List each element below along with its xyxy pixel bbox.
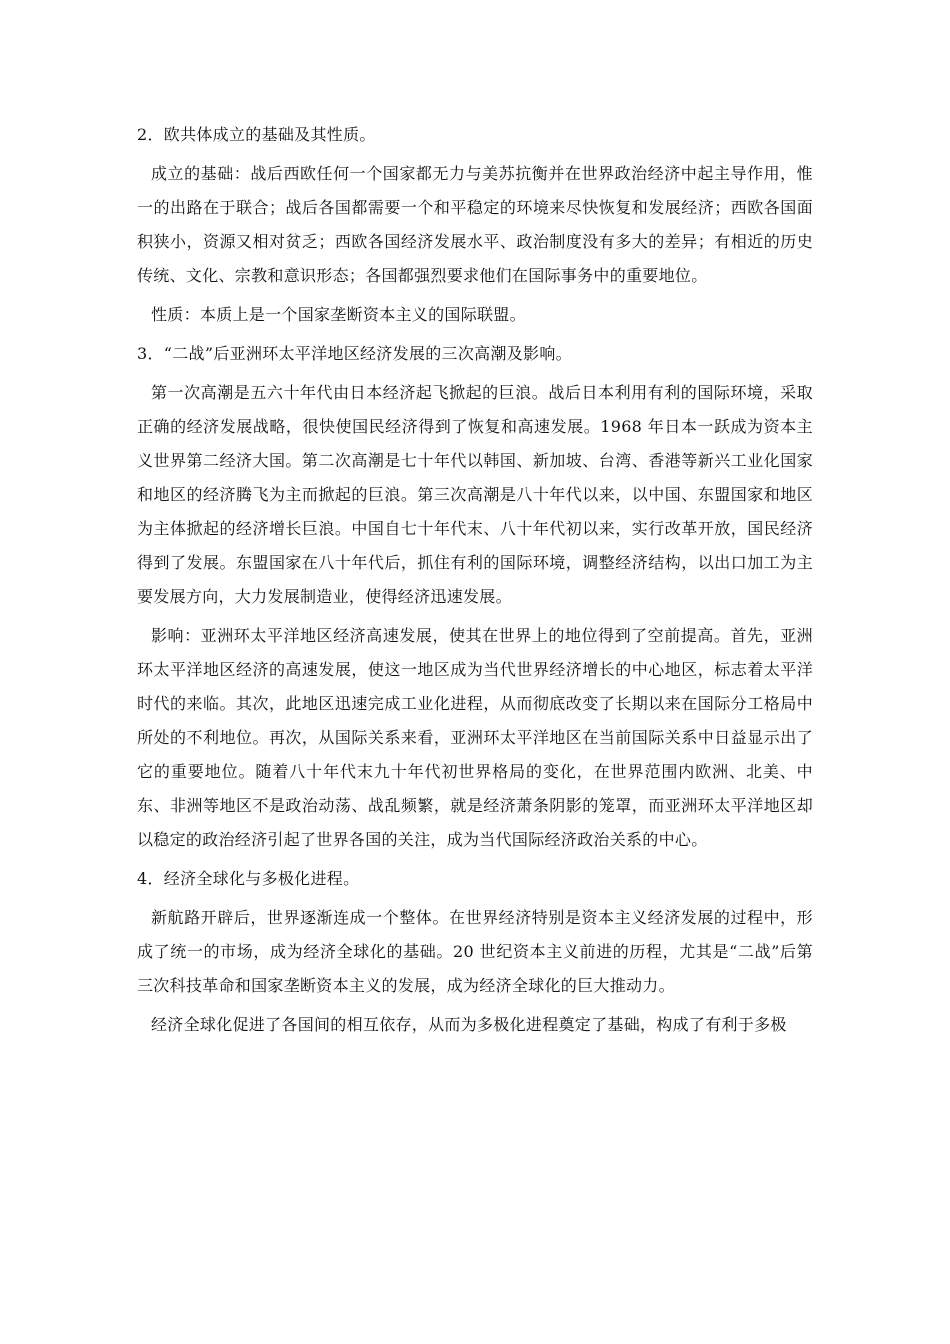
section-heading-asia-pacific: 3．“二战”后亚洲环太平洋地区经济发展的三次高潮及影响。	[137, 344, 572, 363]
document-body	[137, 118, 813, 1047]
paragraph-interdependence: 经济全球化促进了各国间的相互依存，从而为多极化进程奠定了基础，构成了有利于多极	[151, 1015, 787, 1034]
section-heading-globalization: 4．经济全球化与多极化进程。	[137, 869, 360, 888]
paragraph-three-waves: 第一次高潮是五六十年代由日本经济起飞掀起的巨浪。战后日本利用有利的国际环境，采取正确的经济发展战略，很快使国民经济得到了恢复和高速发展。1968 年日本一跃成为资本主义世界第二经济大国。第二次高潮是七十年代以韩国、新加坡、台湾、香港等新兴工业化国家和地区的经济腾飞为主而掀起的巨浪。第三次高潮是八十年代以来，以中国、东盟国家和地区为主体掀起的经济增长巨浪。中国自七十年代末、八十年代初以来，实行改革开放，国民经济得到了发展。东盟国家在八十年代后，抓住有利的国际环境，调整经济结构，以出口加工为主要发展方向，大力发展制造业，使得经济迅速发展。	[137, 383, 813, 606]
paragraph-impact: 影响：亚洲环太平洋地区经济高速发展，使其在世界上的地位得到了空前提高。首先，亚洲环太平洋地区经济的高速发展，使这一地区成为当代世界经济增长的中心地区，标志着太平洋时代的来临。其次，此地区迅速完成工业化进程，从而彻底改变了长期以来在国际分工格局中所处的不利地位。再次，从国际关系来看，亚洲环太平洋地区在当前国际关系中日益显示出了它的重要地位。随着八十年代末九十年代初世界格局的变化，在世界范围内欧洲、北美、中东、非洲等地区不是政治动荡、战乱频繁，就是经济萧条阴影的笼罩，而亚洲环太平洋地区却以稳定的政治经济引起了世界各国的关注，成为当代国际经济政治关系的中心。	[137, 626, 813, 849]
paragraph-new-routes: 新航路开辟后，世界逐渐连成一个整体。在世界经济特别是资本主义经济发展的过程中，形成了统一的市场，成为经济全球化的基础。20 世纪资本主义前进的历程，尤其是“二战”后第三次科技革命和国家垄断资本主义的发展，成为经济全球化的巨大推动力。	[137, 908, 813, 995]
paragraph-eec-foundation: 成立的基础：战后西欧任何一个国家都无力与美苏抗衡并在世界政治经济中起主导作用，惟一的出路在于联合；战后各国都需要一个和平稳定的环境来尽快恢复和发展经济；西欧各国面积狭小，资源又相对贫乏；西欧各国经济发展水平、政治制度没有多大的差异；有相近的历史传统、文化、宗教和意识形态；各国都强烈要求他们在国际事务中的重要地位。	[137, 164, 813, 285]
paragraph-eec-nature: 性质：本质上是一个国家垄断资本主义的国际联盟。	[151, 305, 526, 324]
section-heading-eec: 2．欧共体成立的基础及其性质。	[137, 125, 376, 144]
